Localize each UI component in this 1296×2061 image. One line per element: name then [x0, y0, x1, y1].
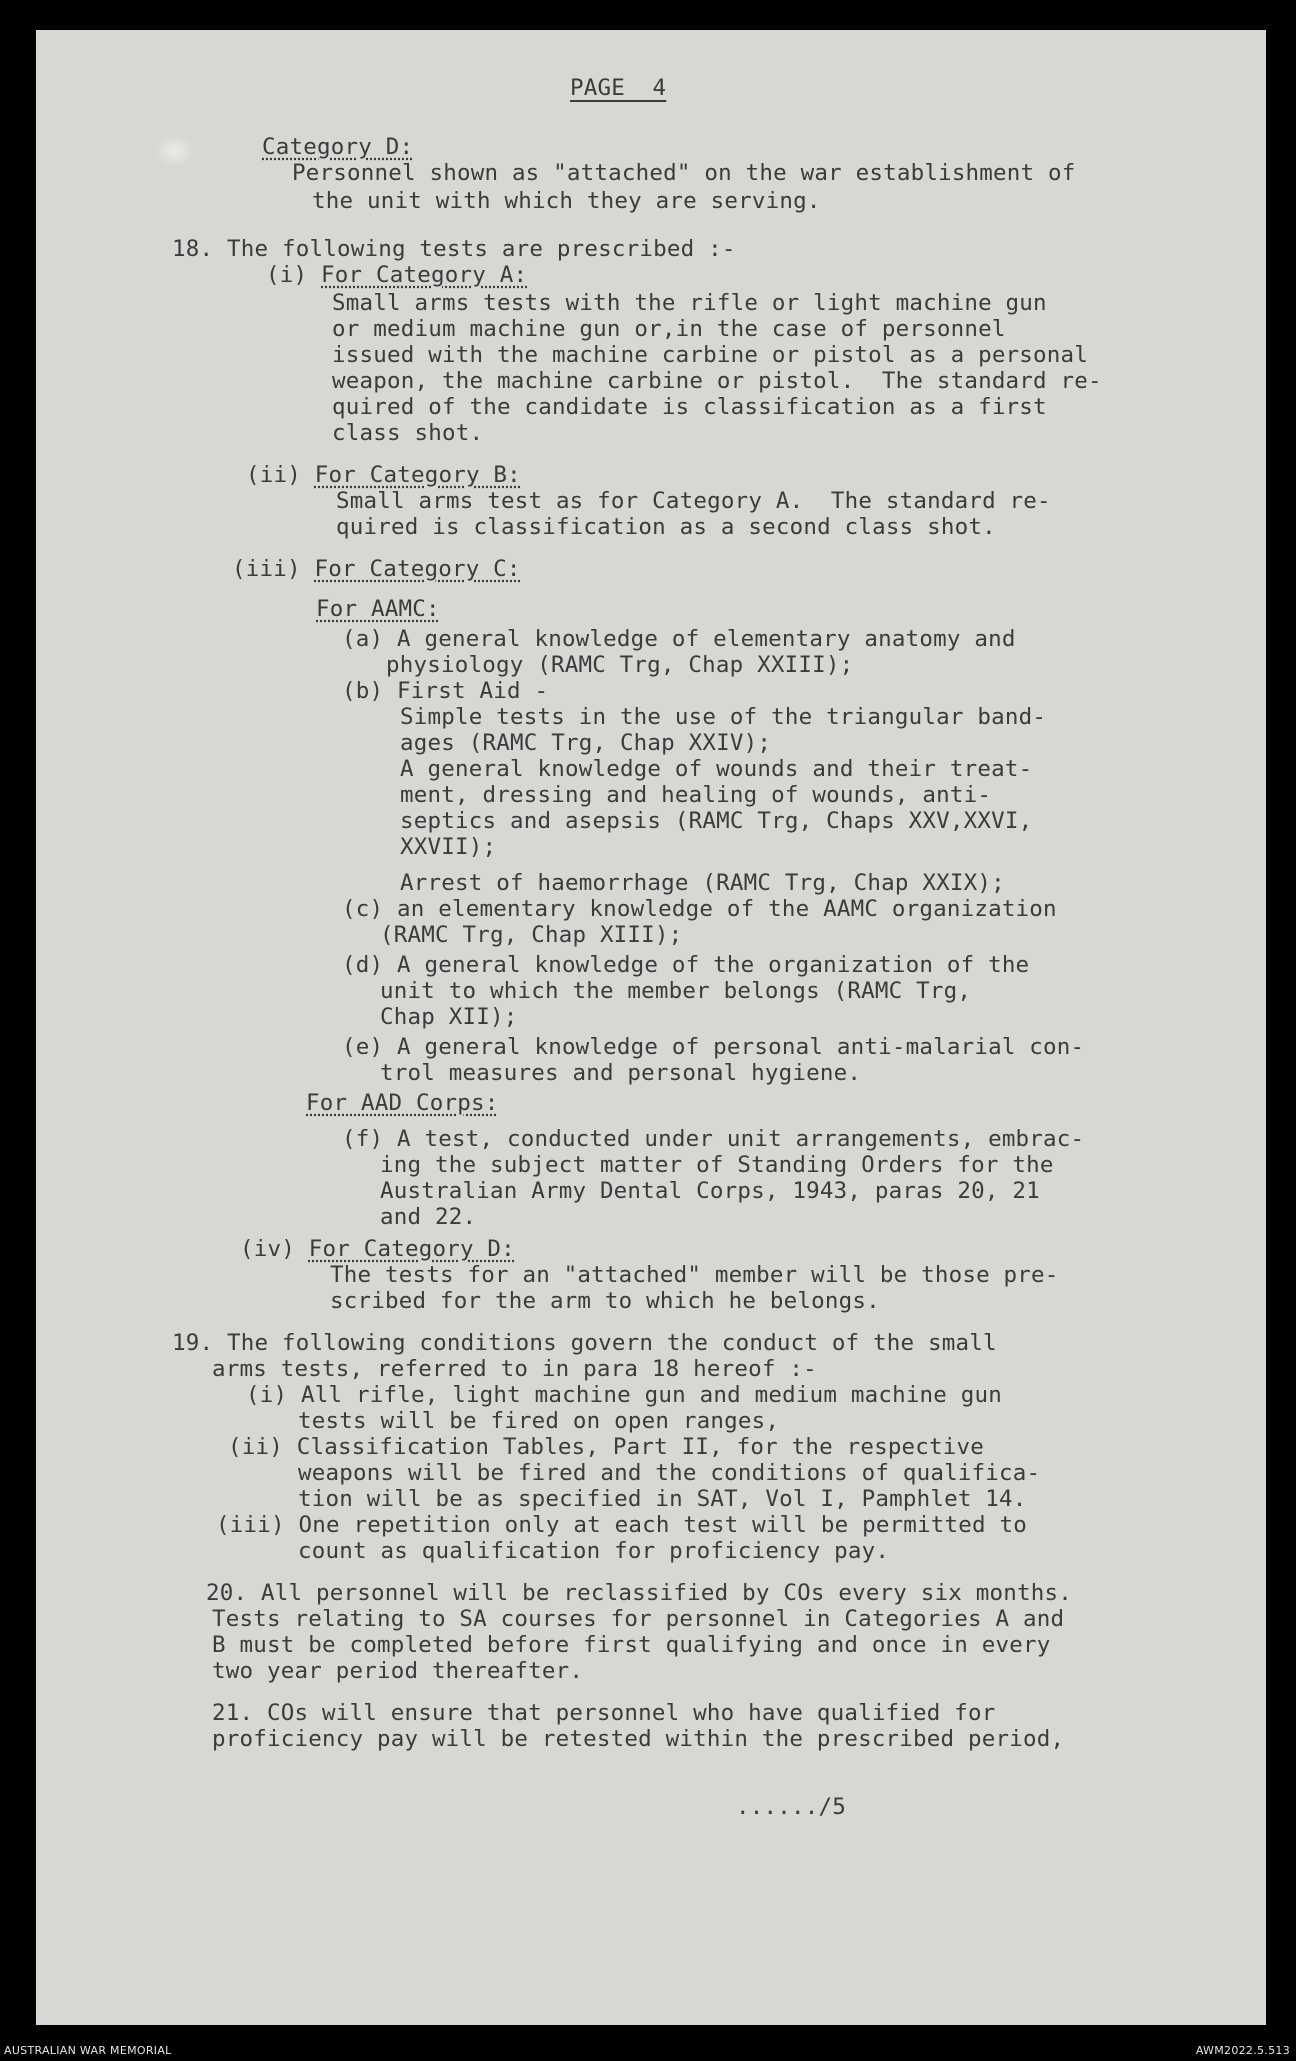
- typed-line: class shot.: [332, 420, 484, 446]
- item-number: (iv): [240, 1236, 309, 1262]
- typed-line: issued with the machine carbine or pistol as a personal: [332, 342, 1089, 368]
- typed-line: Personnel shown as "attached" on the war establishment of: [292, 160, 1076, 186]
- footer-right: AWM2022.5.513: [1195, 2044, 1290, 2057]
- typed-line: tests will be fired on open ranges,: [298, 1408, 780, 1434]
- typed-line: and 22.: [380, 1204, 477, 1230]
- typed-line: [232, 556, 521, 582]
- typed-line: 19. The following conditions govern the conduct of the small: [172, 1330, 997, 1356]
- typed-line: ment, dressing and healing of wounds, anti-: [400, 782, 992, 808]
- page-header: PAGE 4: [570, 75, 667, 101]
- typed-line: (b) First Aid -: [342, 678, 549, 704]
- typed-line: or medium machine gun or,in the case of personnel: [332, 316, 1006, 342]
- typed-line: XXVII);: [400, 834, 497, 860]
- document-page: [36, 30, 1266, 2025]
- typed-line: weapons will be fired and the conditions of qualifica-: [298, 1460, 1041, 1486]
- item-number: (i): [266, 262, 321, 288]
- footer-left: AUSTRALIAN WAR MEMORIAL: [4, 2044, 172, 2057]
- typed-line: (a) A general knowledge of elementary anatomy and: [342, 626, 1016, 652]
- typed-line: count as qualification for proficiency pay.: [298, 1538, 890, 1564]
- typed-line: A general knowledge of wounds and their treat-: [400, 756, 1033, 782]
- typed-line: B must be completed before first qualifying and once in every: [212, 1632, 1051, 1658]
- typed-line: (c) an elementary knowledge of the AAMC organization: [342, 896, 1057, 922]
- typed-line: (f) A test, conducted under unit arrangements, embrac-: [342, 1126, 1085, 1152]
- typed-line: For AAD Corps:: [306, 1090, 499, 1116]
- typed-line: ages (RAMC Trg, Chap XXIV);: [400, 730, 772, 756]
- typed-line: (ii) Classification Tables, Part II, for the respective: [228, 1434, 985, 1460]
- typed-line: unit to which the member belongs (RAMC Trg,: [380, 978, 972, 1004]
- typed-line: 20. All personnel will be reclassified by COs every six months.: [206, 1580, 1073, 1606]
- typed-line: trol measures and personal hygiene.: [380, 1060, 862, 1086]
- typed-line: Australian Army Dental Corps, 1943, paras 20, 21: [380, 1178, 1040, 1204]
- typed-line: Chap XII);: [380, 1004, 518, 1030]
- typed-line: tion will be as specified in SAT, Vol I, Pamphlet 14.: [298, 1486, 1027, 1512]
- typed-line: proficiency pay will be retested within the prescribed period,: [212, 1726, 1065, 1752]
- typed-line: quired of the candidate is classification as a first: [332, 394, 1047, 420]
- typed-line: scribed for the arm to which he belongs.: [330, 1288, 880, 1314]
- typed-line: septics and asepsis (RAMC Trg, Chaps XXV,XXVI,: [400, 808, 1033, 834]
- paper-crease: [154, 135, 194, 167]
- typed-line: arms tests, referred to in para 18 hereof :-: [212, 1356, 817, 1382]
- section-heading: For Category A:: [321, 262, 528, 288]
- typed-line: (iii) One repetition only at each test will be permitted to: [216, 1512, 1028, 1538]
- item-number: (ii): [246, 462, 315, 488]
- typed-line: ....../5: [736, 1794, 846, 1820]
- item-number: (iii): [232, 556, 315, 582]
- typed-line: The tests for an "attached" member will be those pre-: [330, 1262, 1059, 1288]
- typed-line: For AAMC:: [316, 596, 440, 622]
- typed-line: ing the subject matter of Standing Orders for the: [380, 1152, 1054, 1178]
- typed-line: (e) A general knowledge of personal anti-malarial con-: [342, 1034, 1085, 1060]
- typed-line: 18. The following tests are prescribed :-: [172, 236, 736, 262]
- typed-line: Simple tests in the use of the triangular band-: [400, 704, 1047, 730]
- typed-line: (d) A general knowledge of the organization of the: [342, 952, 1030, 978]
- typed-line: Small arms test as for Category A. The standard re-: [336, 488, 1051, 514]
- typed-line: Tests relating to SA courses for personnel in Categories A and: [212, 1606, 1065, 1632]
- typed-line: Category D:: [262, 134, 414, 160]
- section-heading: For Category B:: [314, 462, 521, 488]
- typed-line: physiology (RAMC Trg, Chap XXIII);: [386, 652, 854, 678]
- typed-line: [240, 1236, 515, 1262]
- typed-line: Small arms tests with the rifle or light machine gun: [332, 290, 1047, 316]
- section-heading: For Category D:: [308, 1236, 515, 1262]
- typed-line: (RAMC Trg, Chap XIII);: [380, 922, 683, 948]
- typed-line: [246, 462, 521, 488]
- section-heading: For Category C:: [314, 556, 521, 582]
- typed-line: the unit with which they are serving.: [312, 188, 821, 214]
- typed-line: (i) All rifle, light machine gun and medium machine gun: [246, 1382, 1003, 1408]
- typed-line: two year period thereafter.: [212, 1658, 584, 1684]
- typed-line: weapon, the machine carbine or pistol. The standard re-: [332, 368, 1102, 394]
- typed-line: [266, 262, 527, 288]
- typed-line: quired is classification as a second class shot.: [336, 514, 996, 540]
- typed-line: Arrest of haemorrhage (RAMC Trg, Chap XXIX);: [400, 870, 1005, 896]
- typed-line: 21. COs will ensure that personnel who have qualified for: [212, 1700, 996, 1726]
